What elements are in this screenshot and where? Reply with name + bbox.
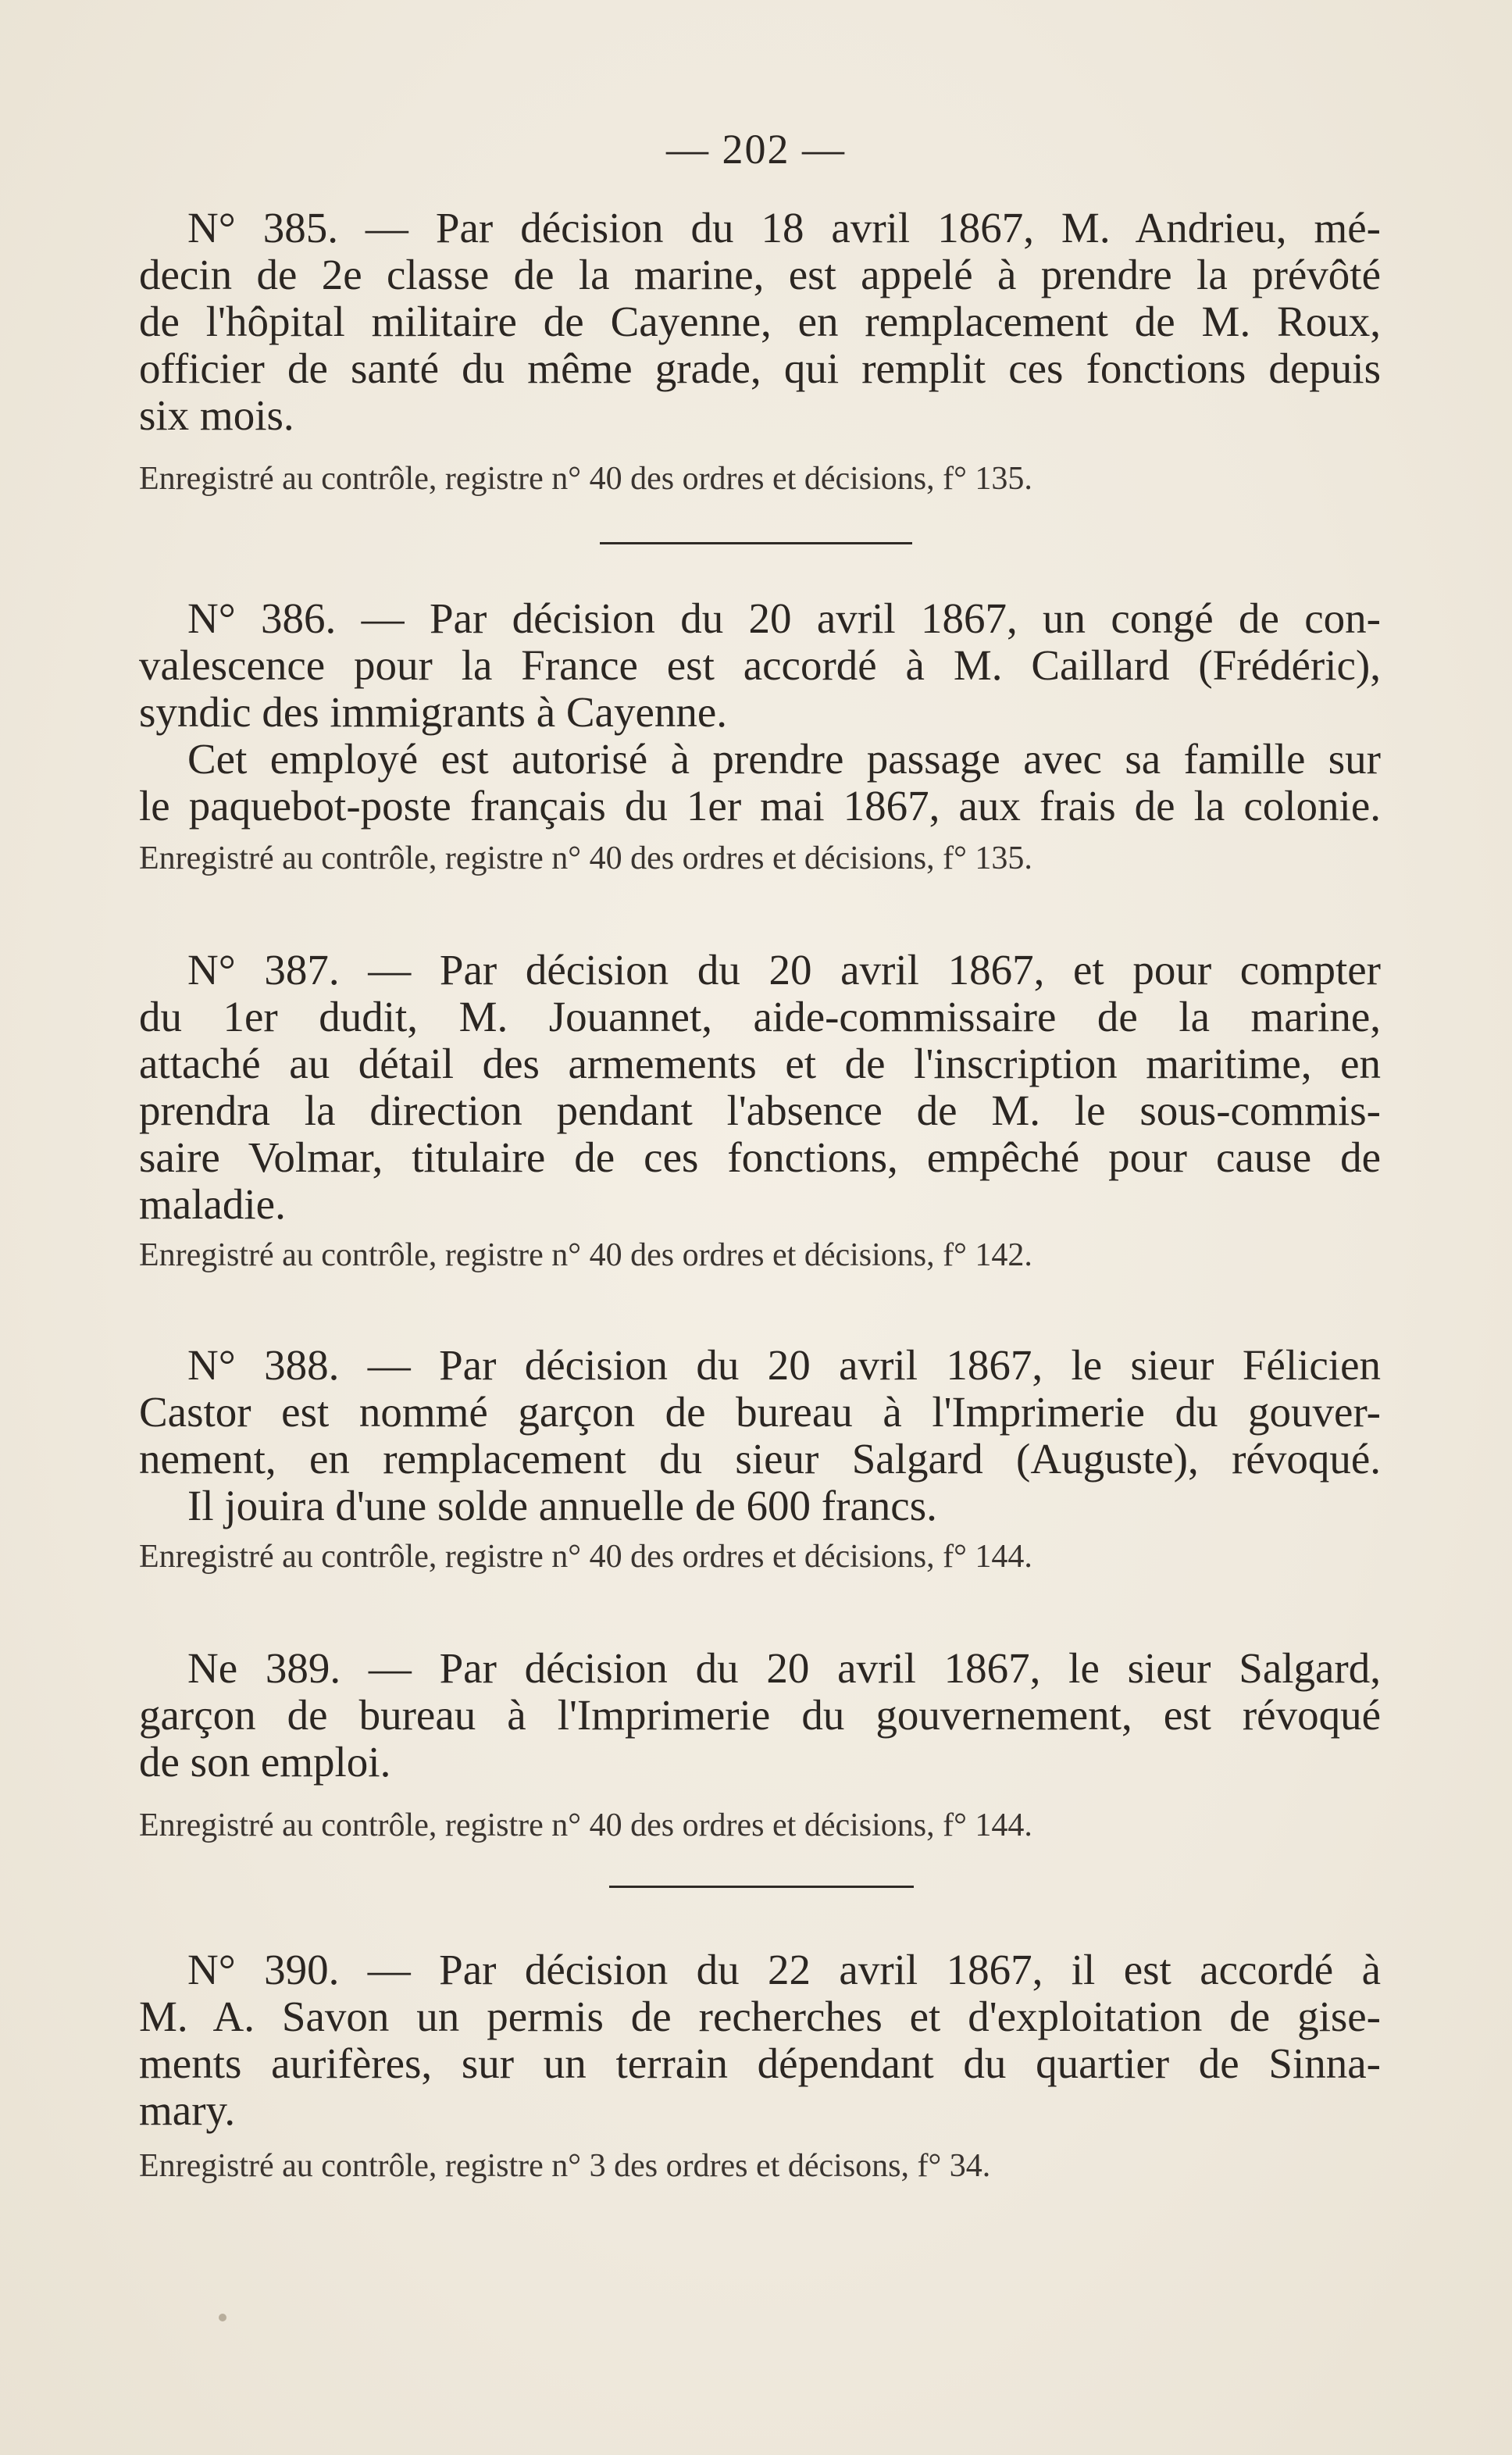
entry-line: saire Volmar, titulaire de ces fonctions, empêché pour cause de <box>139 1133 1381 1181</box>
entry-line: N° 387. — Par décision du 20 avril 1867, et pour compter <box>187 946 1381 994</box>
entry-line: garçon de bureau à l'Imprimerie du gouvernement, est révoqué <box>139 1691 1381 1739</box>
register-note: Enregistré au contrôle, registre n° 3 des ordres et décisons, f° 34. <box>139 2148 991 2184</box>
paper-speck <box>219 2314 226 2321</box>
entry-line: Cet employé est autorisé à prendre passage avec sa famille sur <box>187 735 1381 783</box>
entry-line: du 1er dudit, M. Jouannet, aide-commissaire de la marine, <box>139 993 1381 1040</box>
entry-line: de son emploi. <box>139 1738 391 1786</box>
entry-line: M. A. Savon un permis de recherches et d'exploitation de gise- <box>139 1993 1381 2040</box>
entry-line: Il jouira d'une solde annuelle de 600 francs. <box>187 1482 937 1529</box>
entry-line: decin de 2e classe de la marine, est appelé à prendre la prévôté <box>139 251 1381 298</box>
entry-390 <box>139 1947 1381 2186</box>
entry-line: syndic des immigrants à Cayenne. <box>139 688 728 736</box>
entry-line: prendra la direction pendant l'absence de M. le sous-commis- <box>139 1087 1381 1134</box>
entry-386 <box>139 595 1381 878</box>
entry-388 <box>139 1342 1381 1576</box>
entry-line: attaché au détail des armements et de l'inscription maritime, en <box>139 1040 1381 1087</box>
entry-line: Castor est nommé garçon de bureau à l'Imprimerie du gouver- <box>139 1388 1381 1436</box>
entry-389 <box>139 1645 1381 1845</box>
entry-line: maladie. <box>139 1180 286 1228</box>
entry-line: le paquebot-poste français du 1er mai 1867, aux frais de la colonie. <box>139 782 1381 830</box>
entry-387 <box>139 947 1381 1275</box>
register-note: Enregistré au contrôle, registre n° 40 des ordres et décisions, f° 142. <box>139 1237 1032 1273</box>
register-note: Enregistré au contrôle, registre n° 40 des ordres et décisions, f° 144. <box>139 1539 1032 1575</box>
register-note: Enregistré au contrôle, registre n° 40 des ordres et décisions, f° 144. <box>139 1807 1032 1843</box>
entry-line: six mois. <box>139 391 294 439</box>
entry-line: N° 385. — Par décision du 18 avril 1867, M. Andrieu, mé- <box>187 204 1381 252</box>
separator-rule <box>609 1886 914 1888</box>
entry-385 <box>139 205 1381 498</box>
entry-line: mary. <box>139 2086 236 2134</box>
entry-line: ments aurifères, sur un terrain dépendant du quartier de Sinna- <box>139 2039 1381 2087</box>
entry-line: N° 390. — Par décision du 22 avril 1867, il est accordé à <box>187 1946 1381 1993</box>
entry-line: N° 388. — Par décision du 20 avril 1867, le sieur Félicien <box>187 1341 1381 1389</box>
entry-line: officier de santé du même grade, qui remplit ces fonctions depuis <box>139 344 1381 392</box>
entry-line: N° 386. — Par décision du 20 avril 1867, un congé de con- <box>187 594 1381 642</box>
page-number: — 202 — <box>666 126 846 173</box>
register-note: Enregistré au contrôle, registre n° 40 des ordres et décisions, f° 135. <box>139 461 1032 497</box>
register-note: Enregistré au contrôle, registre n° 40 des ordres et décisions, f° 135. <box>139 840 1032 876</box>
entry-line: Ne 389. — Par décision du 20 avril 1867, le sieur Salgard, <box>187 1644 1381 1692</box>
entry-line: de l'hôpital militaire de Cayenne, en remplacement de M. Roux, <box>139 298 1381 345</box>
entry-line: valescence pour la France est accordé à M. Caillard (Frédéric), <box>139 641 1381 689</box>
separator-rule <box>600 542 912 544</box>
entry-line: nement, en remplacement du sieur Salgard (Auguste), révoqué. <box>139 1435 1381 1483</box>
